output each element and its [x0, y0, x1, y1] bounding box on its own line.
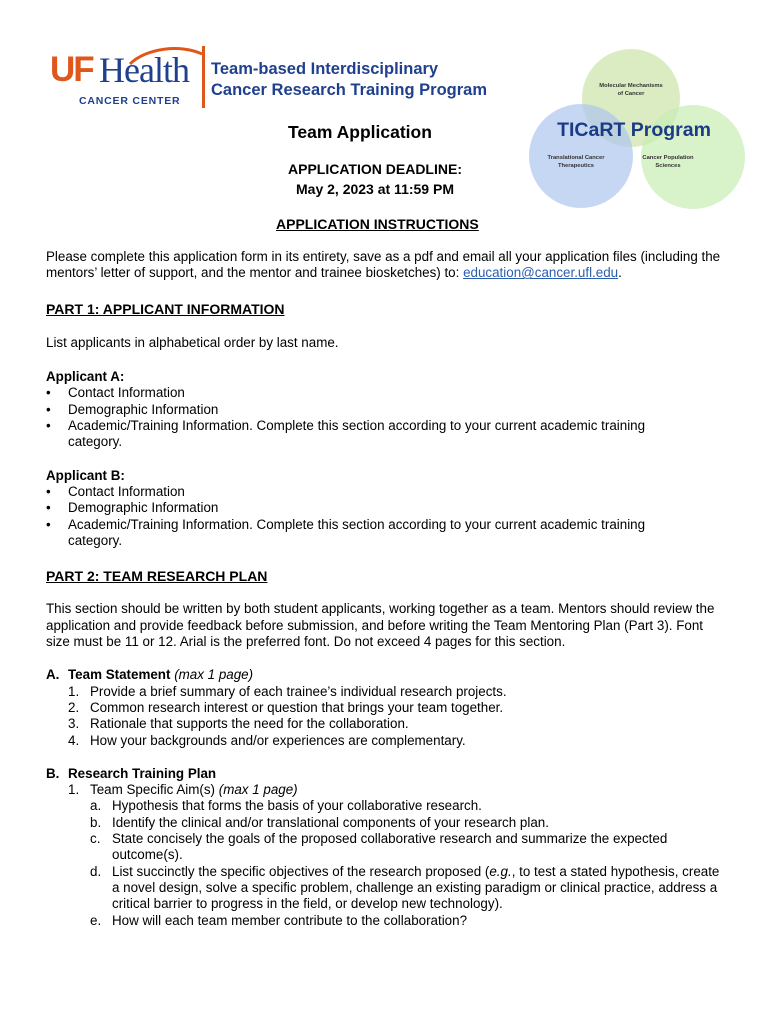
list-item: • Academic/Training Information. Complete this section according to your current academic training category. — [46, 516, 646, 548]
header-divider — [202, 46, 205, 108]
section-b-list — [46, 782, 726, 929]
part2-heading: PART 2: TEAM RESEARCH PLAN — [46, 568, 268, 585]
instructions-paragraph — [46, 249, 726, 282]
list-item: d. List succinctly the specific objectives of the research proposed (e.g., to test a stated hypothesis, create a novel design, solve a specific problem, challenge an existing paradigm or clinical practice, address a critical barrier to progress in the field, or develop new technology). — [90, 863, 720, 912]
ticart-venn-diagram — [528, 47, 748, 211]
aim-sublist — [68, 798, 726, 928]
program-title-line: Team-based Interdisciplinary — [211, 60, 439, 78]
deadline-date: May 2, 2023 at 11:59 PM — [296, 181, 454, 197]
logo-health-text: Health — [99, 50, 189, 90]
list-item: b. Identify the clinical and/or translational components of your research plan. — [90, 814, 549, 830]
part2-intro: This section should be written by both student applicants, working together as a team. Mentors should review the application and provide feedback before submission, and before writing the Team Mentoring Plan (Part 3). Font size must be 11 or 12. Arial is the preferred font. Do not exceed 4 pages for this section. — [46, 601, 715, 650]
list-item: 4. How your backgrounds and/or experiences are complementary. — [68, 732, 466, 748]
part1-heading: PART 1: APPLICANT INFORMATION — [46, 300, 285, 317]
applicant-a-label: Applicant A: — [46, 369, 125, 385]
venn-top-label: Molecular Mechanisms — [599, 83, 663, 89]
bullet-icon: • — [46, 418, 51, 434]
venn-top-label: of Cancer — [617, 91, 645, 97]
venn-left-label: Translational Cancer — [547, 155, 605, 161]
list-item: • Academic/Training Information. Complete this section according to your current academic training category. — [46, 418, 646, 450]
venn-right-label: Cancer Population — [642, 155, 694, 161]
venn-right-label: Sciences — [655, 163, 681, 169]
venn-left-label: Therapeutics — [557, 163, 595, 169]
part1-intro: List applicants in alphabetical order by last name. — [46, 334, 339, 350]
list-item: c. State concisely the goals of the proposed collaborative research and summarize the expected outcome(s). — [90, 831, 668, 863]
bullet-icon: • — [46, 483, 51, 499]
applicant-b-label: Applicant B: — [46, 467, 125, 483]
logo-uf-text: UF — [50, 50, 93, 89]
document-body — [46, 249, 726, 929]
section-a-heading: A. Team Statement (max 1 page) — [46, 667, 254, 683]
program-title-line: Cancer Research Training Program — [211, 81, 488, 99]
ufhealth-logo — [50, 46, 200, 108]
document-title: Team Application — [288, 122, 432, 142]
list-item: 1. Team Specific Aim(s) (max 1 page) — [68, 782, 298, 798]
program-title — [211, 59, 487, 101]
list-item: • Demographic Information — [46, 401, 219, 417]
section-a-list — [46, 684, 726, 749]
deadline-label: APPLICATION DEADLINE: — [288, 161, 462, 177]
instructions-heading: APPLICATION INSTRUCTIONS — [276, 216, 479, 232]
venn-title: TICaRT Program — [557, 119, 711, 141]
list-item: 2. Common research interest or question that brings your team together. — [68, 699, 504, 715]
list-item: e. How will each team member contribute to the collaboration? — [90, 912, 468, 928]
list-item: • Contact Information — [46, 385, 185, 401]
logo-subtitle: CANCER CENTER — [79, 95, 181, 107]
list-item: 1. Provide a brief summary of each trainee’s individual research projects. — [68, 683, 507, 699]
list-item: 3. Rationale that supports the need for the collaboration. — [68, 716, 409, 732]
bullet-icon: • — [46, 401, 51, 417]
instructions-text: Please complete this application form in its entirety, save as a pdf and email all your application files (including the mentors’ letter of support, and the mentor and trainee biosketches) to: — [46, 249, 721, 281]
section-b-heading: B. Research Training Plan — [46, 765, 217, 781]
list-item: • Contact Information — [46, 483, 185, 499]
bullet-icon: • — [46, 385, 51, 401]
deadline-block — [225, 159, 525, 199]
bullet-icon: • — [46, 516, 51, 532]
instructions-end: . — [618, 265, 622, 281]
bullet-icon: • — [46, 500, 51, 516]
email-link[interactable]: education@cancer.ufl.edu — [463, 265, 619, 281]
list-item: • Demographic Information — [46, 500, 219, 516]
list-item: a. Hypothesis that forms the basis of your collaborative research. — [90, 798, 482, 814]
